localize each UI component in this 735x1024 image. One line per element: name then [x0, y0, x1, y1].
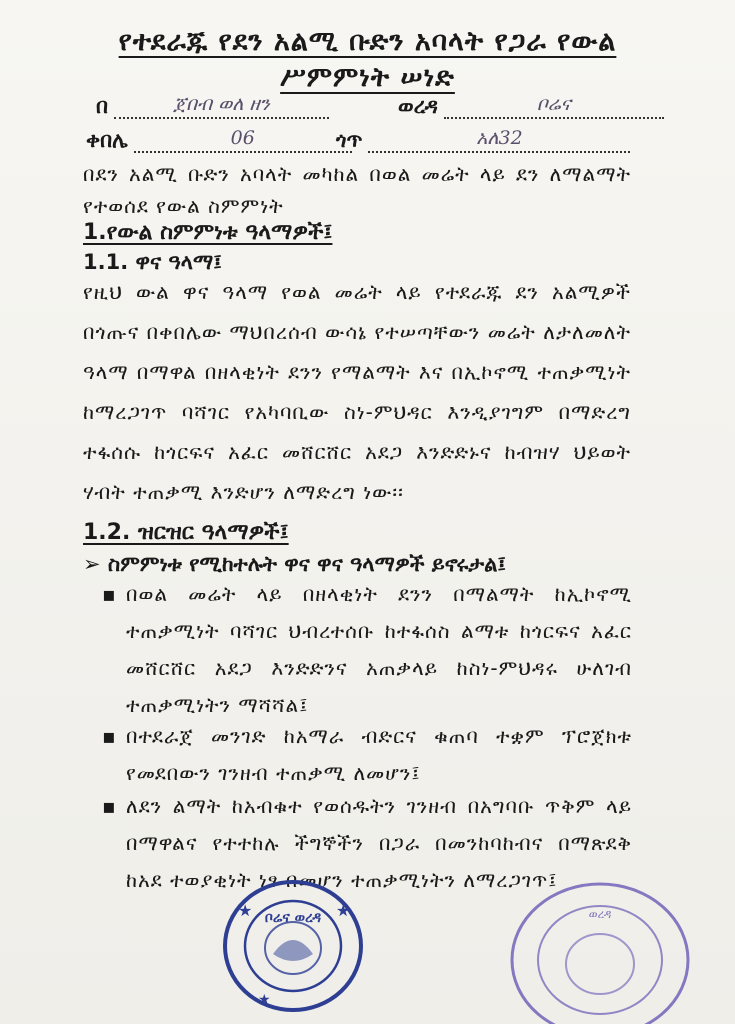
- field-row-1: [96, 94, 329, 119]
- svg-text:★: ★: [336, 901, 351, 920]
- stamp-right-text: ወረዳ: [588, 907, 612, 921]
- document-title-line1: የተደራጁ የደን አልሚ ቡድን አባላት የጋራ የውል: [118, 26, 617, 57]
- first-field-line: [114, 95, 329, 119]
- section-1-1-heading: 1.1. ዋና ዓላማ፤: [83, 250, 222, 274]
- bullet-item: [102, 718, 632, 792]
- bullet-text: በወል መሬት ላይ በዘላቂነት ደንን በማልማት ከኢኮኖሚ ተጠቃሚነት ባሻገር ህብረተሰቡ ከተፋሰስ ልማቱ ከጎርፍና አፈር መሸርሸር አደጋ እንድድንና አጠቃላይ ከስነ-ምህዳሩ ሁለገብ ተጠቃሚነትን ማሻሻል፤: [126, 582, 632, 717]
- kebele-line: [134, 129, 352, 153]
- first-field-value: ጀበብ ወለ ዘን: [173, 93, 270, 115]
- official-stamp-right: [505, 880, 695, 1024]
- official-stamp-left: [218, 876, 368, 1016]
- woreda-label: ወረዳ: [398, 94, 438, 118]
- first-field-label: በ: [96, 94, 109, 118]
- got-label: ጎጥ: [336, 128, 363, 152]
- section-1-heading: 1.የውል ስምምነቱ ዓላማዎች፤: [83, 220, 333, 245]
- document-title-line2: ሥምምነት ሠነድ: [280, 62, 455, 93]
- svg-text:★: ★: [258, 992, 271, 1008]
- bullet-text: በተደራጀ መንገድ ከአማራ ብድርና ቁጠባ ተቋም ፕሮጀክቱ የመደበውን ገንዘብ ተጠቃሚ ለመሆን፤: [126, 724, 632, 785]
- kebele-label: ቀበሌ: [86, 128, 128, 152]
- stamp-left-text: ቦሬና ወረዳ: [264, 910, 322, 926]
- svg-text:★: ★: [238, 901, 253, 920]
- intro-paragraph: በደን አልሚ ቡድን አባላት መካከል በወል መሬት ላይ ደን ለማልማት የተወሰደ የውል ስምምነት: [83, 162, 631, 218]
- section-1-1-paragraph: የዚህ ውል ዋና ዓላማ የወል መሬት ላይ የተደራጁ ደን አልሚዎች በጎጡና በቀበሌው ማህበረሰብ ውሳኔ የተሠጣቸውን መሬት ለታለመለት ዓላማ በማዋል በዘላቂነት ደንን የማልማት እና በኢኮኖሚ ተጠቃሚነት ከማረጋገጥ ባሻገር የአካባቢው ስነ-ምህዳር እንዲያገግም በማድረግ ተፋሰሱ ከጎርፍና አፈር መሸርሸር አደጋ እንድድኑና ከብዝሃ ህይወት ሃብት ተጠቃሚ እንድሆን ለማድረግ ነው፡፡: [83, 280, 631, 504]
- bullet-text: ለደን ልማት ከአብቁተ የወሰዱትን ገንዘብ በአግባቡ ጥቅም ላይ በማዋልና የተተከሉ ችግኞችን በጋራ በመንከባከብና በማጽደቅ ከአደ ተወያቂነት ነፃ በመሆን ተጠቃሚነትን ለማረጋገጥ፤: [126, 794, 632, 892]
- bullet-item: [102, 576, 632, 724]
- bullet-marker: ▪: [102, 582, 116, 606]
- field-row-got: [336, 128, 630, 153]
- section-1-2-heading: 1.2. ዝርዝር ዓላማዎች፤: [83, 520, 289, 545]
- bullet-marker: ▪: [102, 794, 116, 818]
- woreda-line: [444, 95, 664, 119]
- got-value: አለ32: [476, 127, 523, 149]
- field-row-woreda: [398, 94, 664, 119]
- section-1-2-intro: ➢ ስምምነቱ የሚከተሉት ዋና ዋና ዓላማዎች ይኖሩታል፤: [83, 552, 506, 576]
- bullet-marker: ▪: [102, 724, 116, 748]
- woreda-value: ቦሬና: [536, 93, 571, 115]
- field-row-kebele: [86, 128, 352, 153]
- got-line: [368, 129, 630, 153]
- kebele-value: 06: [230, 127, 255, 149]
